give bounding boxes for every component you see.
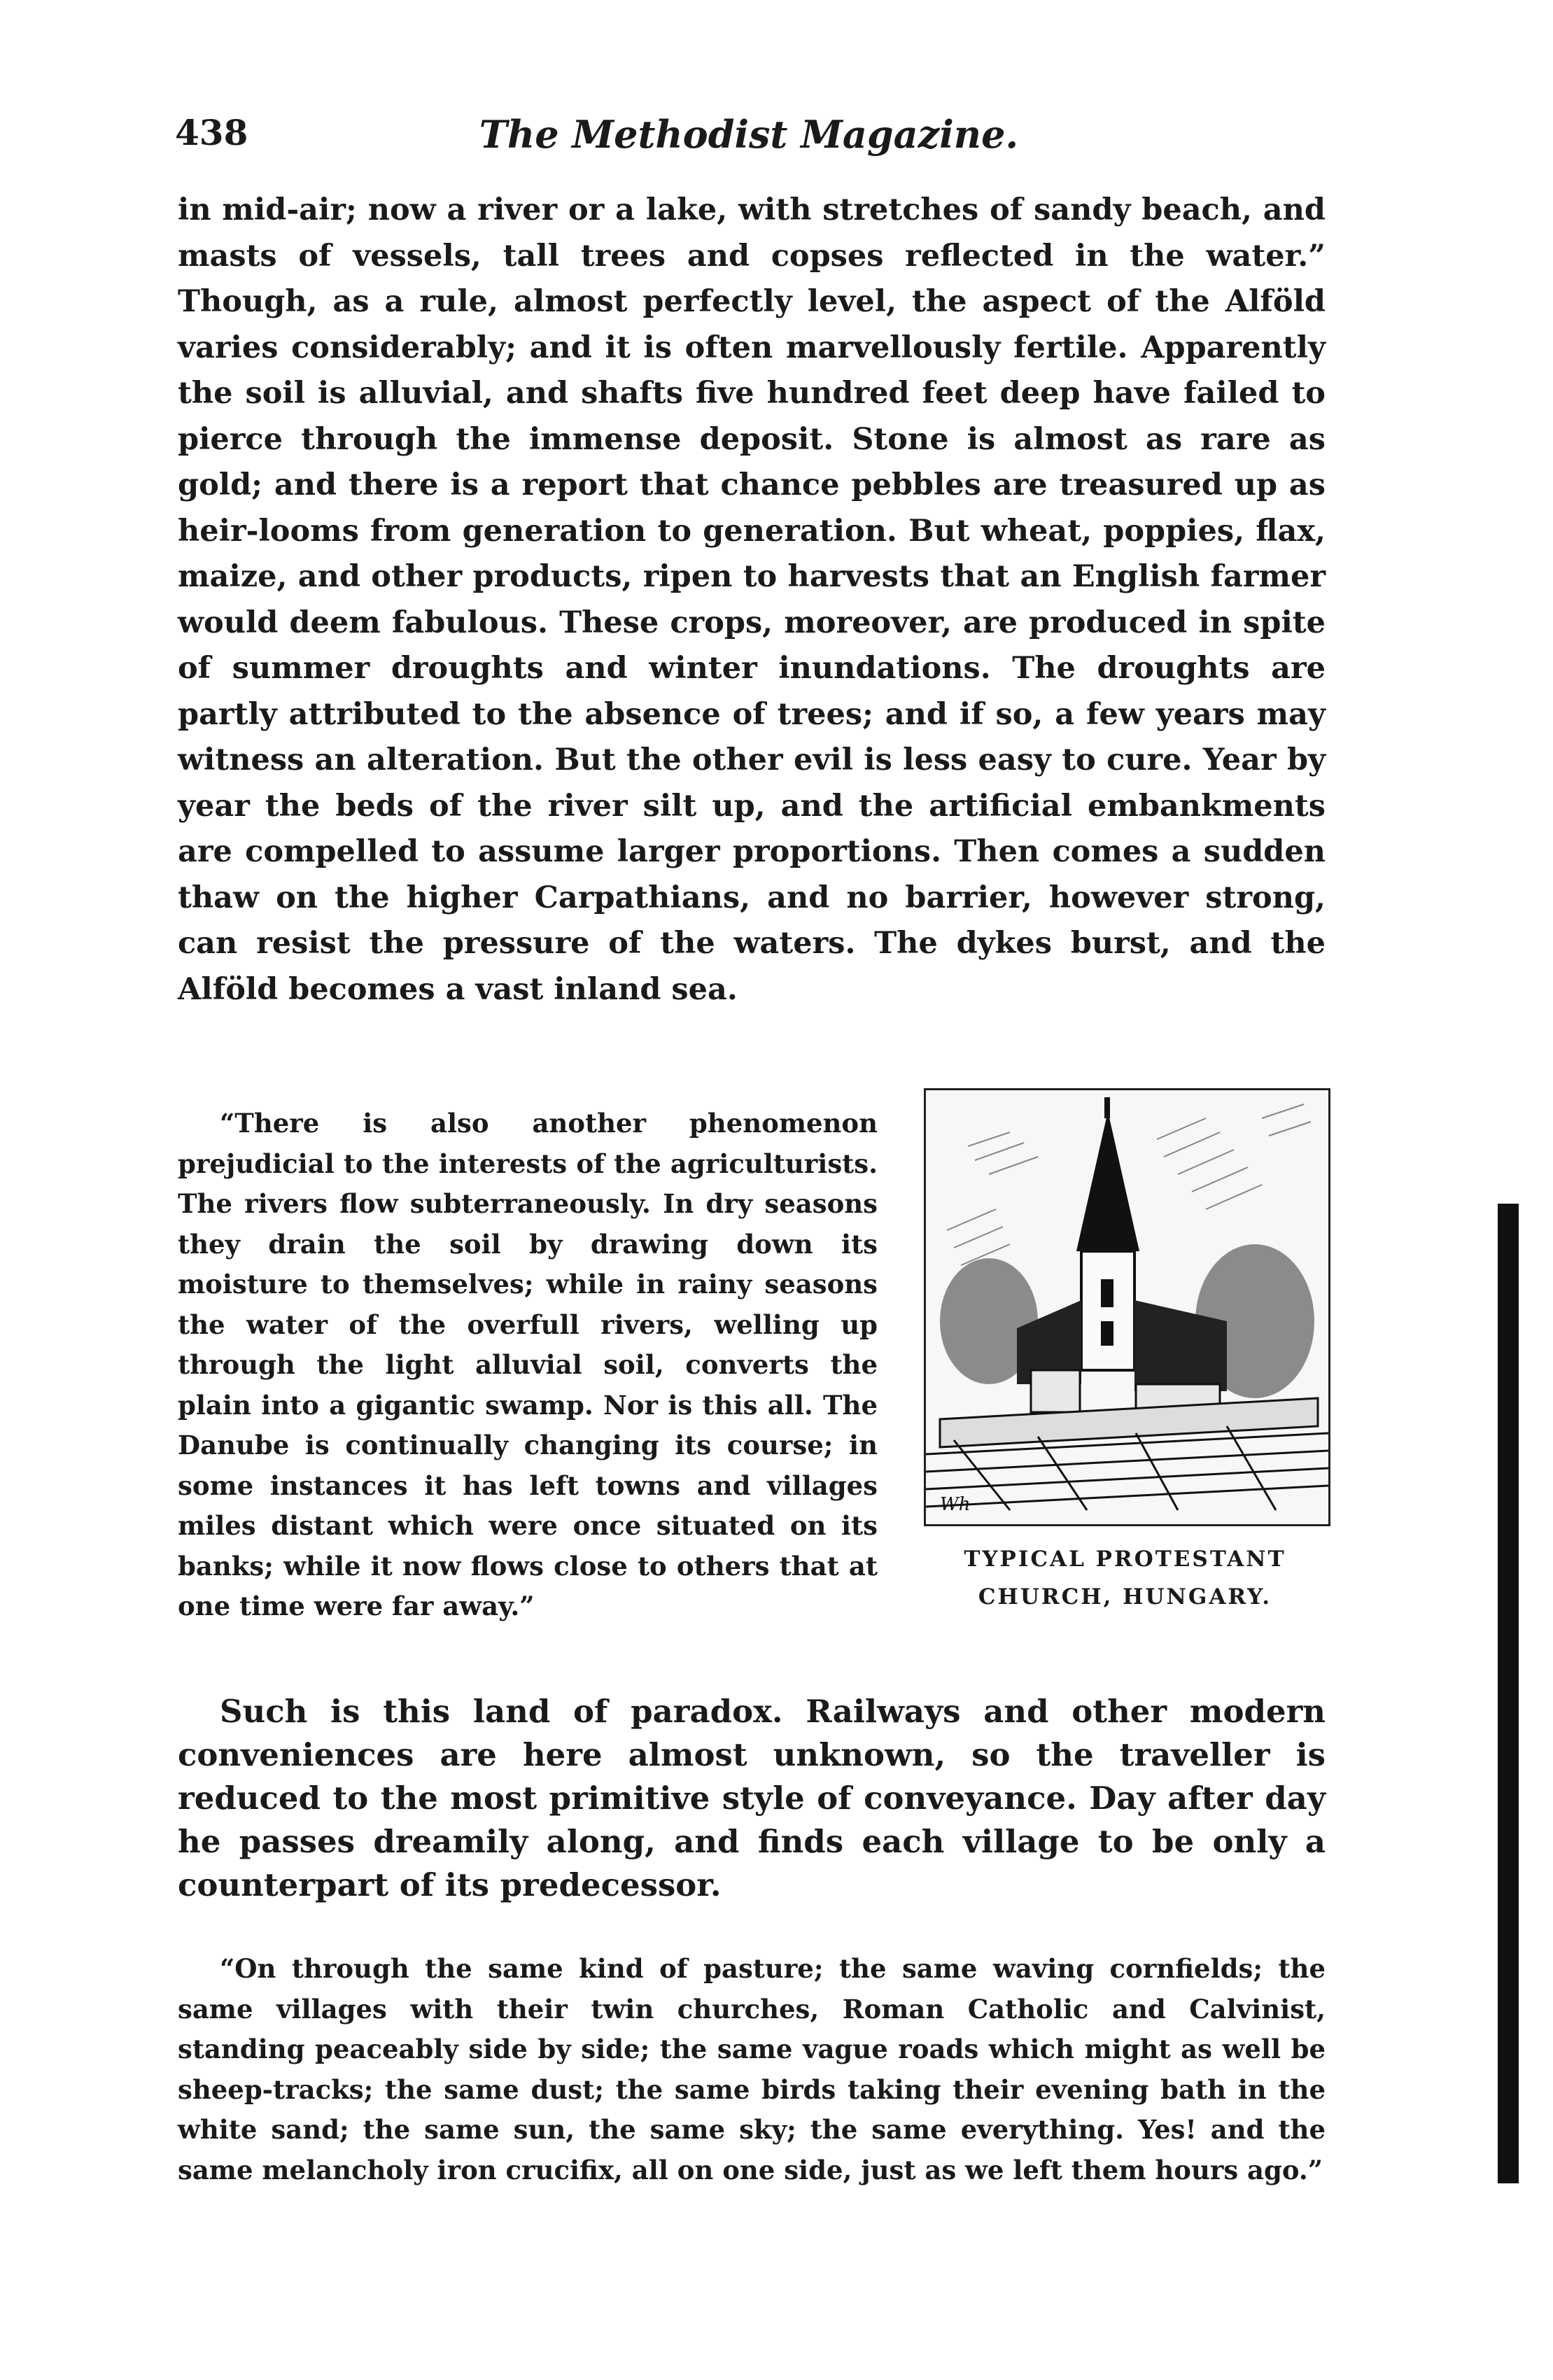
svg-text:Wh: Wh [940,1494,971,1515]
running-title: The Methodist Magazine. [479,112,1019,157]
page-header [175,112,1323,168]
church-engraving-image [926,1090,1328,1524]
scan-edge-bar [1498,1204,1519,2183]
figure-caption-line1: TYPICAL PROTESTANT [964,1547,1286,1572]
figure-caption-line2: CHURCH, HUNGARY. [978,1584,1272,1610]
body-paragraph-1: in mid-air; now a river or a lake, with stretches of sandy beach, and masts of vessels, tall trees and copses reflected in the water.” Though, as a rule, almost perfectly level, the aspect of the Alföld varies considerably; and it is often marvellously fertile. Apparently the soil is alluvial, and shafts five hundred feet deep have failed to pierce through the immense deposit. Stone is almost as rare as gold; and there is a report that chance pebbles are treasured up as heir-looms from generation to generation. But wheat, poppies, flax, maize, and other products, ripen to harvests that an English farmer would deem fabulous. These crops, moreover, are produced in spite of summer droughts and winter inundations. The droughts are partly attributed to the absence of trees; and if so, a few years may witness an alteration. But the other evil is less easy to cure. Year by year the beds of the river silt up, and the artificial embankments are compelled to assume larger proportions. Then comes a sudden thaw on the higher Carpathians, and no barrier, however strong, can resist the pressure of the waters. The dykes burst, and the Alföld becomes a vast inland sea. [178,192,1326,1007]
quoted-passage-2: “On through the same kind of pasture; the same waving cornfields; the same villages with their twin churches, Roman Catholic and Calvinist, standing peaceably side by side; the same vague roads which might as well be sheep-tracks; the same dust; the same birds taking their evening bath in the white sand; the same sun, the same sky; the same everything. Yes! and the same melancholy iron crucifix, all on one side, just as we left them hours ago.” [178,1953,1326,2185]
quoted-passage-1: “There is also another phenomenon prejudicial to the interests of the agriculturists. The rivers flow subterraneously. In dry seasons they drain the soil by drawing down its moisture to themselves; while in rainy seasons the water of the overfull rivers, welling up through the light alluvial soil, converts the plain into a gigantic swamp. Nor is this all. The Danube is continually changing its course; in some instances it has left towns and villages miles distant which were once situated on its banks; while it now flows close to others that at one time were far away.” [178,1108,878,1621]
body-paragraph-2: Such is this land of paradox. Railways and other modern conveniences are here almost unknown, so the traveller is reduced to the most primitive style of conveyance. Day after day he passes dreamily along, and finds each village to be only a counterpart of its predecessor. [178,1693,1326,1903]
page-number: 438 [175,112,248,153]
church-illustration [924,1088,1330,1526]
